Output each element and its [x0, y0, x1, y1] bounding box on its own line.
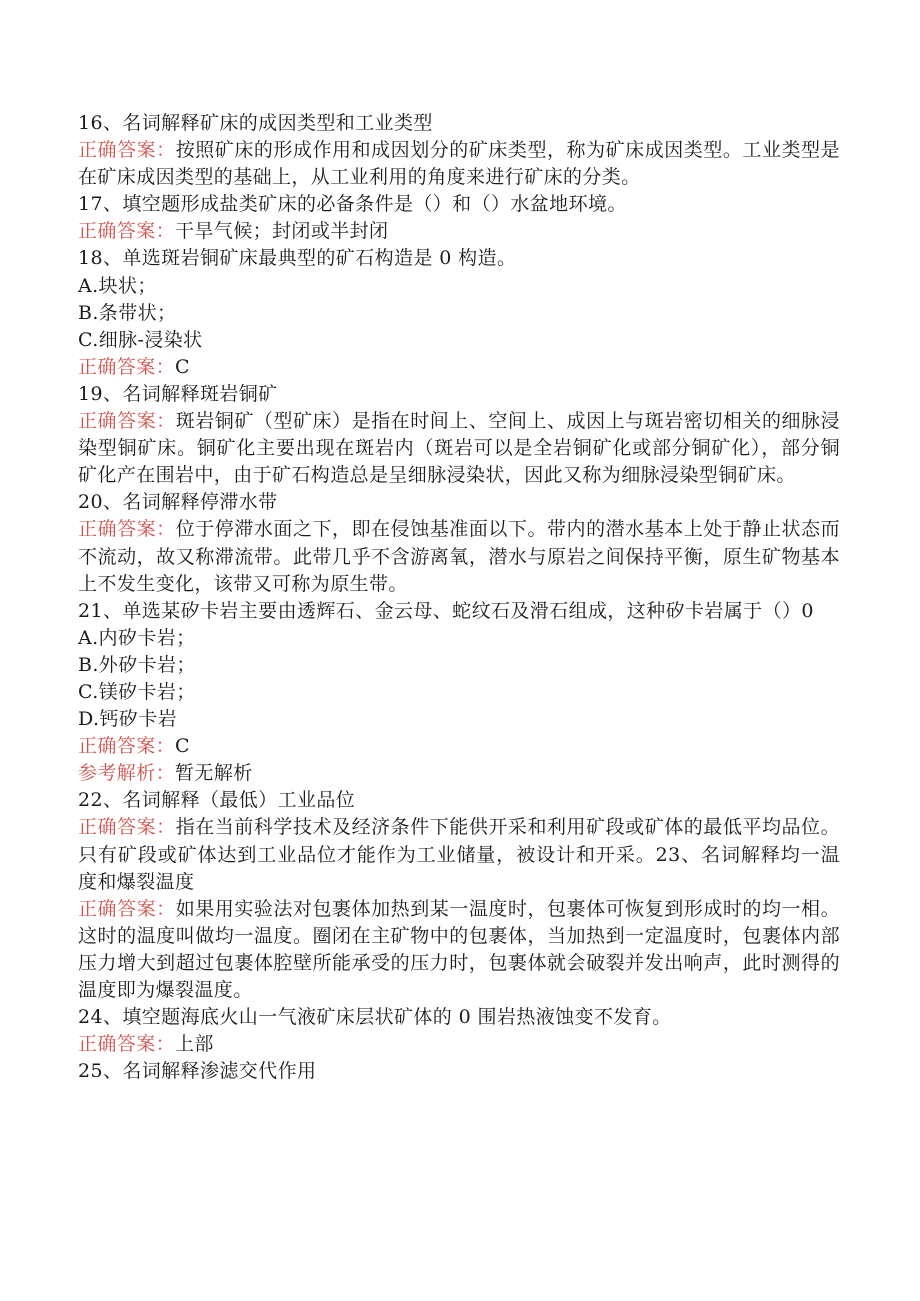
answer-label: 正确答案： — [78, 220, 176, 243]
question-22: 22、名词解释（最低）工业品位 — [78, 789, 356, 812]
question-21: 21、单选某矽卡岩主要由透辉石、金云母、蛇纹石及滑石组成，这种矽卡岩属于（）0 — [78, 599, 814, 622]
answer-text: 位于停滞水面之下，即在侵蚀基准面以下。带内的潜水基本上处于静止状态而不流动，故又称滞流带。此带几乎不含游离氧，潜水与原岩之间保持平衡，原生矿物基本上不发生变化，该带又可称为原生带。 — [78, 518, 840, 595]
option-d: D.钙矽卡岩 — [78, 708, 177, 731]
answer-label: 正确答案： — [78, 1033, 176, 1056]
question-19: 19、名词解释斑岩铜矿 — [78, 382, 278, 405]
answer-text: 指在当前科学技术及经济条件下能供开采和利用矿段或矿体的最低平均品位。只有矿段或矿体达到工业品位才能作为工业储量，被设计和开采。23、名词解释均一温度和爆裂温度 — [78, 816, 840, 893]
answer-label: 正确答案： — [78, 355, 176, 378]
answer-21 — [78, 733, 840, 760]
answer-label: 正确答案： — [78, 518, 176, 541]
answer-text: 如果用实验法对包裹体加热到某一温度时，包裹体可恢复到形成时的均一相。这时的温度叫做均一温度。圈闭在主矿物中的包裹体，当加热到一定温度时，包裹体内部压力增大到超过包裹体腔壁所能承受的压力时，包裹体就会破裂并发出响声，此时测得的温度即为爆裂温度。 — [78, 897, 840, 1001]
answer-19 — [78, 408, 840, 489]
option-c: C.镁矽卡岩； — [78, 680, 196, 703]
option-b: B.外矽卡岩； — [78, 653, 196, 676]
answer-20 — [78, 516, 840, 597]
answer-18 — [78, 354, 840, 381]
answer-text: 按照矿床的形成作用和成因划分的矿床类型，称为矿床成因类型。工业类型是在矿床成因类型的基础上，从工业利用的角度来进行矿床的分类。 — [78, 139, 840, 189]
analysis-label: 参考解析： — [78, 762, 176, 785]
answer-label: 正确答案： — [78, 139, 176, 162]
answer-24 — [78, 1031, 840, 1058]
answer-23 — [78, 896, 840, 1004]
question-18: 18、单选斑岩铜矿床最典型的矿石构造是 0 构造。 — [78, 247, 517, 270]
answer-text: 斑岩铜矿（型矿床）是指在时间上、空间上、成因上与斑岩密切相关的细脉浸染型铜矿床。铜矿化主要出现在斑岩内（斑岩可以是全岩铜矿化或部分铜矿化），部分铜矿化产在围岩中，由于矿石构造总是呈细脉浸染状，因此又称为细脉浸染型铜矿床。 — [78, 410, 840, 487]
answer-label: 正确答案： — [78, 816, 176, 839]
analysis-text: 暂无解析 — [175, 762, 253, 785]
answer-text: C — [175, 735, 190, 758]
answer-text: 干旱气候；封闭或半封闭 — [175, 220, 389, 243]
document-body — [78, 110, 840, 1085]
answer-label: 正确答案： — [78, 735, 176, 758]
answer-16 — [78, 137, 840, 191]
question-25: 25、名词解释渗滤交代作用 — [78, 1060, 317, 1083]
answer-text: 上部 — [175, 1033, 214, 1056]
option-b: B.条带状； — [78, 301, 177, 324]
answer-17 — [78, 218, 840, 245]
question-24: 24、填空题海底火山一气液矿床层状矿体的 0 围岩热液蚀变不发育。 — [78, 1006, 672, 1029]
answer-text: C — [175, 355, 190, 378]
option-a: A.内矽卡岩； — [78, 626, 196, 649]
answer-label: 正确答案： — [78, 410, 176, 433]
question-20: 20、名词解释停滞水带 — [78, 491, 278, 514]
answer-22 — [78, 814, 840, 895]
answer-label: 正确答案： — [78, 897, 176, 920]
option-a: A.块状； — [78, 274, 157, 297]
question-17: 17、填空题形成盐类矿床的必备条件是（）和（）水盆地环境。 — [78, 193, 627, 216]
option-c: C.细脉-浸染状 — [78, 328, 203, 351]
question-16: 16、名词解释矿床的成因类型和工业类型 — [78, 112, 433, 134]
analysis-21 — [78, 760, 840, 787]
